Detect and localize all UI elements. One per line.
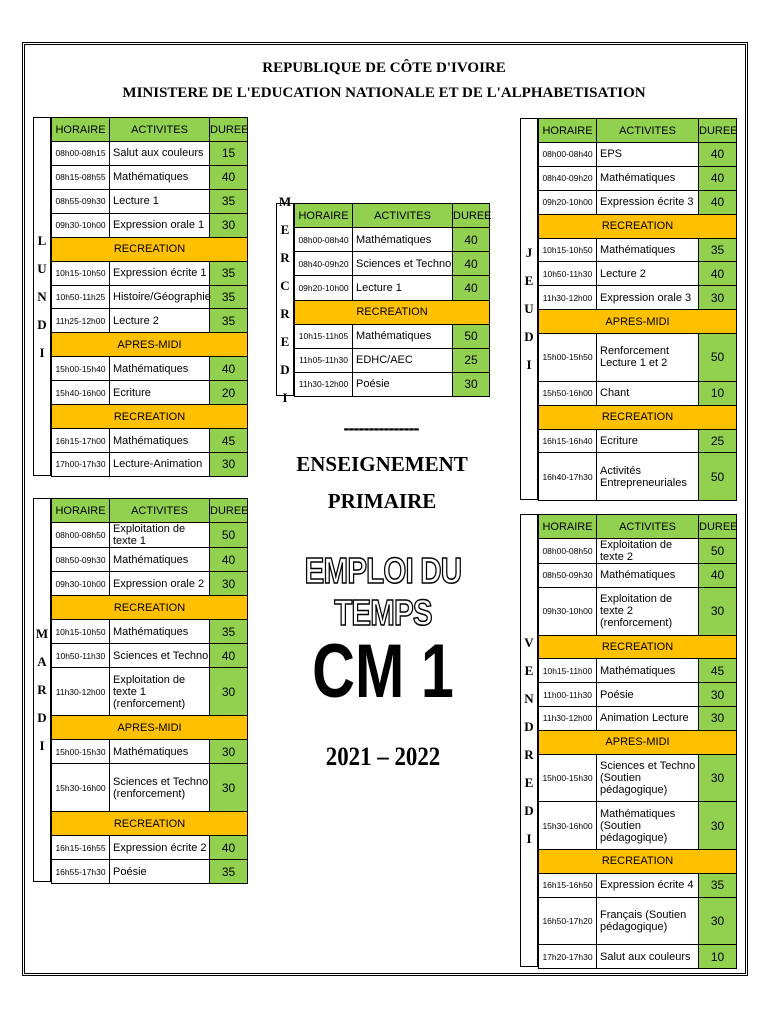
table-row: [539, 238, 737, 262]
activity-cell: EPS: [597, 143, 699, 167]
break-row: [539, 214, 737, 238]
duration-cell: 45: [699, 659, 737, 683]
schedule-vendredi: [520, 514, 737, 967]
time-slot-cell: 08h40-09h20: [539, 166, 597, 190]
table-row: [295, 372, 490, 396]
day-letter: I: [282, 389, 288, 405]
time-slot-cell: 09h30-10h00: [539, 587, 597, 635]
schedule-mardi: [33, 498, 248, 882]
duration-cell: 30: [699, 897, 737, 945]
time-slot-cell: 10h15-10h50: [539, 238, 597, 262]
activity-cell: Expression orale 1: [110, 213, 210, 237]
duration-cell: 30: [699, 802, 737, 850]
day-letter: D: [37, 710, 47, 725]
day-letter: R: [524, 746, 534, 762]
table-row: [52, 860, 248, 884]
duration-cell: 30: [210, 213, 248, 237]
time-slot-cell: 08h00-08h50: [539, 539, 597, 564]
time-slot-cell: 08h50-09h30: [539, 564, 597, 588]
activity-cell: Ecriture: [597, 429, 699, 453]
day-name-vertical: [520, 514, 538, 967]
duration-cell: 35: [210, 620, 248, 644]
column-header-activites: ACTIVITES: [110, 118, 210, 142]
duration-cell: 30: [453, 372, 490, 396]
break-label: RECREATION: [539, 849, 737, 873]
column-header-activites: ACTIVITES: [353, 204, 453, 228]
schedule-table: [51, 117, 248, 477]
day-letter: N: [37, 288, 47, 304]
activity-cell: EDHC/AEC: [353, 348, 453, 372]
activity-cell: Animation Lecture: [597, 706, 699, 730]
table-row: [295, 324, 490, 348]
table-row: [52, 261, 248, 285]
duration-cell: 35: [699, 873, 737, 897]
activity-cell: Expression écrite 3: [597, 190, 699, 214]
activity-cell: Mathématiques: [110, 620, 210, 644]
time-slot-cell: 09h20-10h00: [295, 276, 353, 300]
time-slot-cell: 15h00-15h30: [539, 754, 597, 802]
time-slot-cell: 09h30-10h00: [52, 213, 110, 237]
duration-cell: 30: [210, 452, 248, 476]
table-row: [539, 539, 737, 564]
activity-cell: Exploitation de texte 1 (renforcement): [110, 668, 210, 716]
activity-cell: Chant: [597, 381, 699, 405]
table-row: [52, 836, 248, 860]
column-header-duree: DUREE: [453, 204, 490, 228]
activity-cell: Exploitation de texte 1: [110, 523, 210, 548]
column-header-duree: DUREE: [699, 515, 737, 539]
activity-cell: Lecture 2: [110, 309, 210, 333]
day-letter: L: [37, 232, 47, 248]
schedule-table: [51, 498, 248, 884]
table-row: [52, 309, 248, 333]
activity-cell: Poésie: [353, 372, 453, 396]
activity-cell: Mathématiques: [353, 228, 453, 252]
day-letter: N: [524, 690, 534, 706]
table-row: [539, 262, 737, 286]
table-row: [52, 668, 248, 716]
column-header-horaire: HORAIRE: [295, 204, 353, 228]
activity-cell: Ecriture: [110, 381, 210, 405]
day-letter: V: [524, 634, 534, 650]
time-slot-cell: 10h15-11h00: [539, 659, 597, 683]
duration-cell: 40: [210, 644, 248, 668]
break-row: [52, 405, 248, 429]
duration-cell: 30: [699, 706, 737, 730]
table-row: [52, 452, 248, 476]
duration-cell: 50: [699, 453, 737, 501]
duration-cell: 30: [699, 286, 737, 310]
break-label: RECREATION: [539, 214, 737, 238]
day-letter: C: [280, 277, 290, 293]
time-slot-cell: 16h50-17h20: [539, 897, 597, 945]
table-header-row: [295, 204, 490, 228]
activity-cell: Mathématiques: [597, 166, 699, 190]
day-letter: J: [525, 245, 533, 260]
table-row: [539, 453, 737, 501]
day-name-vertical: [33, 498, 51, 882]
activity-cell: Renforcement Lecture 1 et 2: [597, 334, 699, 382]
activity-cell: Mathématiques: [110, 429, 210, 453]
time-slot-cell: 08h50-09h30: [52, 548, 110, 572]
activity-cell: Sciences et Techno (renforcement): [110, 764, 210, 812]
time-slot-cell: 16h15-16h50: [539, 873, 597, 897]
time-slot-cell: 15h30-16h00: [539, 802, 597, 850]
table-row: [295, 252, 490, 276]
day-letter: M: [35, 626, 49, 641]
table-row: [539, 683, 737, 707]
activity-cell: Poésie: [597, 683, 699, 707]
time-slot-cell: 11h30-12h00: [539, 286, 597, 310]
time-slot-cell: 15h50-16h00: [539, 381, 597, 405]
column-header-duree: DUREE: [699, 119, 737, 143]
activity-cell: Mathématiques: [110, 165, 210, 189]
time-slot-cell: 11h30-12h00: [539, 706, 597, 730]
activity-cell: Histoire/Géographie: [110, 285, 210, 309]
activity-cell: Expression écrite 2: [110, 836, 210, 860]
break-label: RECREATION: [295, 300, 490, 324]
day-letter: E: [524, 662, 534, 678]
time-slot-cell: 10h15-10h50: [52, 261, 110, 285]
activity-cell: Exploitation de texte 2 (renforcement): [597, 587, 699, 635]
duration-cell: 50: [699, 334, 737, 382]
time-slot-cell: 10h50-11h30: [539, 262, 597, 286]
day-name-vertical: [33, 117, 51, 476]
break-label: APRES-MIDI: [539, 310, 737, 334]
column-header-duree: DUREE: [210, 499, 248, 523]
activity-cell: Français (Soutien pédagogique): [597, 897, 699, 945]
time-slot-cell: 10h15-10h50: [52, 620, 110, 644]
time-slot-cell: 16h15-16h40: [539, 429, 597, 453]
activity-cell: Lecture-Animation: [110, 452, 210, 476]
activity-cell: Exploitation de texte 2: [597, 539, 699, 564]
duration-cell: 35: [210, 309, 248, 333]
table-row: [52, 357, 248, 381]
duration-cell: 40: [699, 166, 737, 190]
duration-cell: 30: [699, 587, 737, 635]
time-slot-cell: 16h15-16h55: [52, 836, 110, 860]
break-row: [539, 310, 737, 334]
emploi-du-temps-title: EMPLOI DU TEMPS: [304, 550, 462, 633]
class-label: CM 1: [312, 629, 454, 714]
day-letter: A: [37, 654, 47, 669]
day-letter: M: [278, 193, 292, 209]
duration-cell: 35: [210, 189, 248, 213]
activity-cell: Expression orale 2: [110, 572, 210, 596]
duration-cell: 40: [453, 252, 490, 276]
break-row: [52, 237, 248, 261]
schedule-lundi: [33, 117, 248, 476]
break-label: RECREATION: [539, 405, 737, 429]
duration-cell: 40: [699, 190, 737, 214]
table-row: [539, 802, 737, 850]
table-row: [539, 897, 737, 945]
table-header-row: [539, 515, 737, 539]
schedule-mercredi: [276, 193, 492, 405]
table-row: [295, 348, 490, 372]
table-row: [539, 166, 737, 190]
duration-cell: 15: [210, 142, 248, 166]
activity-cell: Mathématiques: [110, 740, 210, 764]
break-label: RECREATION: [52, 237, 248, 261]
table-row: [539, 334, 737, 382]
day-letter: D: [280, 361, 290, 377]
schedule-table: [538, 118, 737, 501]
break-row: [52, 812, 248, 836]
ministry-header: MINISTERE DE L'EDUCATION NATIONALE ET DE L'ALPHABETISATION: [122, 85, 646, 101]
time-slot-cell: 08h00-08h40: [539, 143, 597, 167]
table-row: [52, 548, 248, 572]
break-label: APRES-MIDI: [52, 716, 248, 740]
column-header-activites: ACTIVITES: [597, 515, 699, 539]
duration-cell: 50: [210, 523, 248, 548]
table-row: [52, 620, 248, 644]
day-letter: I: [526, 357, 532, 372]
time-slot-cell: 17h20-17h30: [539, 945, 597, 969]
break-label: APRES-MIDI: [539, 730, 737, 754]
activity-cell: Expression écrite 4: [597, 873, 699, 897]
duration-cell: 30: [699, 683, 737, 707]
time-slot-cell: 08h55-09h30: [52, 189, 110, 213]
time-slot-cell: 11h05-11h30: [295, 348, 353, 372]
day-letter: I: [526, 830, 532, 846]
day-letter: R: [37, 682, 47, 697]
duration-cell: 35: [699, 238, 737, 262]
day-letter: U: [37, 260, 47, 276]
table-row: [539, 564, 737, 588]
time-slot-cell: 17h00-17h30: [52, 452, 110, 476]
break-label: RECREATION: [539, 635, 737, 659]
duration-cell: 40: [210, 357, 248, 381]
time-slot-cell: 16h15-17h00: [52, 429, 110, 453]
column-header-activites: ACTIVITES: [110, 499, 210, 523]
time-slot-cell: 10h50-11h30: [52, 644, 110, 668]
table-row: [539, 429, 737, 453]
time-slot-cell: 15h00-15h30: [52, 740, 110, 764]
table-row: [295, 228, 490, 252]
day-letter: R: [280, 249, 290, 265]
time-slot-cell: 08h00-08h40: [295, 228, 353, 252]
table-row: [52, 644, 248, 668]
break-row: [52, 596, 248, 620]
activity-cell: Activités Entrepreneuriales: [597, 453, 699, 501]
table-row: [52, 142, 248, 166]
table-row: [539, 381, 737, 405]
table-row: [52, 189, 248, 213]
duration-cell: 40: [699, 564, 737, 588]
duration-cell: 50: [453, 324, 490, 348]
duration-cell: 10: [699, 381, 737, 405]
schedule-table: [538, 514, 737, 969]
time-slot-cell: 08h40-09h20: [295, 252, 353, 276]
table-row: [52, 165, 248, 189]
break-row: [539, 635, 737, 659]
enseignement-label: ENSEIGNEMENT: [296, 452, 468, 476]
schedule-jeudi: [520, 118, 737, 500]
day-letter: U: [524, 301, 534, 316]
time-slot-cell: 11h30-12h00: [295, 372, 353, 396]
table-row: [52, 523, 248, 548]
activity-cell: Salut aux couleurs: [597, 945, 699, 969]
table-row: [539, 706, 737, 730]
time-slot-cell: 09h30-10h00: [52, 572, 110, 596]
day-letter: R: [280, 305, 290, 321]
table-row: [539, 945, 737, 969]
time-slot-cell: 15h00-15h40: [52, 357, 110, 381]
table-row: [52, 572, 248, 596]
activity-cell: Mathématiques: [110, 548, 210, 572]
activity-cell: Sciences et Techno: [110, 644, 210, 668]
duration-cell: 40: [699, 262, 737, 286]
day-letter: I: [39, 344, 45, 360]
activity-cell: Lecture 2: [597, 262, 699, 286]
duration-cell: 20: [210, 381, 248, 405]
activity-cell: Mathématiques: [110, 357, 210, 381]
table-header-row: [52, 499, 248, 523]
table-header-row: [539, 119, 737, 143]
column-header-duree: DUREE: [210, 118, 248, 142]
column-header-horaire: HORAIRE: [52, 118, 110, 142]
duration-cell: 30: [210, 668, 248, 716]
activity-cell: Salut aux couleurs: [110, 142, 210, 166]
column-header-horaire: HORAIRE: [52, 499, 110, 523]
table-row: [52, 429, 248, 453]
duration-cell: 30: [210, 740, 248, 764]
day-letter: E: [524, 774, 534, 790]
break-label: RECREATION: [52, 596, 248, 620]
time-slot-cell: 11h00-11h30: [539, 683, 597, 707]
activity-cell: Mathématiques: [597, 238, 699, 262]
activity-cell: Mathématiques: [353, 324, 453, 348]
table-row: [539, 190, 737, 214]
activity-cell: Expression orale 3: [597, 286, 699, 310]
duration-cell: 40: [453, 228, 490, 252]
activity-cell: Expression écrite 1: [110, 261, 210, 285]
time-slot-cell: 15h30-16h00: [52, 764, 110, 812]
break-label: RECREATION: [52, 405, 248, 429]
time-slot-cell: 08h00-08h15: [52, 142, 110, 166]
day-name-vertical: [520, 118, 538, 500]
table-row: [52, 285, 248, 309]
duration-cell: 35: [210, 860, 248, 884]
break-row: [539, 405, 737, 429]
activity-cell: Sciences et Techno: [353, 252, 453, 276]
duration-cell: 35: [210, 261, 248, 285]
break-row: [295, 300, 490, 324]
activity-cell: Lecture 1: [110, 189, 210, 213]
time-slot-cell: 11h30-12h00: [52, 668, 110, 716]
time-slot-cell: 15h00-15h50: [539, 334, 597, 382]
table-row: [539, 587, 737, 635]
table-row: [539, 286, 737, 310]
time-slot-cell: 08h15-08h55: [52, 165, 110, 189]
duration-cell: 40: [699, 143, 737, 167]
time-slot-cell: 08h00-08h50: [52, 523, 110, 548]
time-slot-cell: 16h55-17h30: [52, 860, 110, 884]
duration-cell: 40: [453, 276, 490, 300]
day-letter: E: [280, 333, 290, 349]
table-header-row: [52, 118, 248, 142]
table-row: [539, 143, 737, 167]
activity-cell: Poésie: [110, 860, 210, 884]
day-letter: D: [524, 329, 534, 344]
school-year: 2021 – 2022: [325, 742, 441, 771]
duration-cell: 45: [210, 429, 248, 453]
break-row: [539, 730, 737, 754]
time-slot-cell: 09h20-10h00: [539, 190, 597, 214]
day-letter: E: [280, 221, 290, 237]
duration-cell: 25: [699, 429, 737, 453]
activity-cell: Sciences et Techno (Soutien pédagogique): [597, 754, 699, 802]
day-letter: I: [39, 738, 45, 753]
primaire-label: PRIMAIRE: [327, 489, 437, 513]
table-row: [539, 754, 737, 802]
table-row: [295, 276, 490, 300]
day-name-vertical: [276, 193, 294, 405]
activity-cell: Lecture 1: [353, 276, 453, 300]
duration-cell: 25: [453, 348, 490, 372]
time-slot-cell: 11h25-12h00: [52, 309, 110, 333]
schedule-table: [294, 203, 490, 397]
republic-header: REPUBLIQUE DE CÔTE D'IVOIRE: [262, 60, 506, 76]
break-row: [52, 716, 248, 740]
time-slot-cell: 16h40-17h30: [539, 453, 597, 501]
day-letter: D: [37, 316, 47, 332]
duration-cell: 30: [699, 754, 737, 802]
duration-cell: 50: [699, 539, 737, 564]
column-header-horaire: HORAIRE: [539, 119, 597, 143]
activity-cell: Mathématiques (Soutien pédagogique): [597, 802, 699, 850]
time-slot-cell: 10h15-11h05: [295, 324, 353, 348]
table-row: [52, 381, 248, 405]
day-letter: E: [524, 273, 534, 288]
duration-cell: 35: [210, 285, 248, 309]
duration-cell: 30: [210, 764, 248, 812]
table-row: [52, 213, 248, 237]
duration-cell: 30: [210, 572, 248, 596]
table-row: [539, 873, 737, 897]
duration-cell: 40: [210, 548, 248, 572]
time-slot-cell: 15h40-16h00: [52, 381, 110, 405]
break-row: [539, 849, 737, 873]
duration-cell: 10: [699, 945, 737, 969]
activity-cell: Mathématiques: [597, 659, 699, 683]
table-row: [539, 659, 737, 683]
day-letter: D: [524, 718, 534, 734]
dashed-divider: ---------------: [343, 418, 419, 438]
time-slot-cell: 10h50-11h25: [52, 285, 110, 309]
duration-cell: 40: [210, 165, 248, 189]
table-row: [52, 764, 248, 812]
day-letter: D: [524, 802, 534, 818]
column-header-activites: ACTIVITES: [597, 119, 699, 143]
activity-cell: Mathématiques: [597, 564, 699, 588]
table-row: [52, 740, 248, 764]
break-label: RECREATION: [52, 812, 248, 836]
break-label: APRES-MIDI: [52, 333, 248, 357]
duration-cell: 40: [210, 836, 248, 860]
column-header-horaire: HORAIRE: [539, 515, 597, 539]
break-row: [52, 333, 248, 357]
